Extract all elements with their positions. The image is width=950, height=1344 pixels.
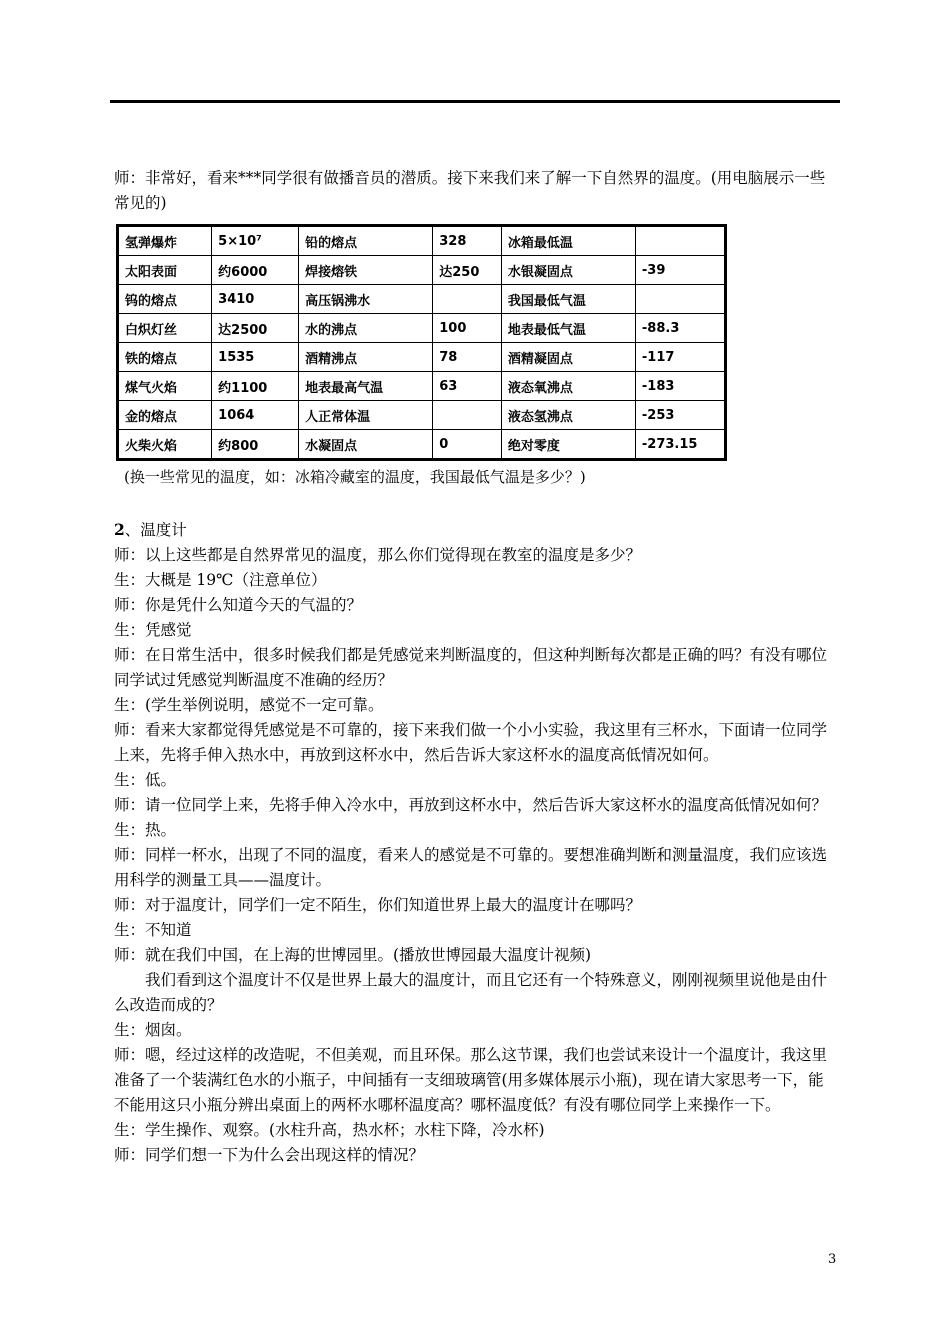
table-cell: 3410 <box>212 285 299 314</box>
table-cell: 5×10⁷ <box>212 226 299 256</box>
table-cell: 人正常体温 <box>299 401 433 430</box>
table-cell <box>635 226 725 256</box>
dialogue-line: 师：以上这些都是自然界常见的温度，那么你们觉得现在教室的温度是多少？ <box>114 546 642 564</box>
table-cell: -117 <box>635 343 725 372</box>
table-cell <box>433 401 502 430</box>
table-cell: -39 <box>635 256 725 285</box>
table-cell: 约6000 <box>212 256 299 285</box>
dialogue-line: 师：你是凭什么知道今天的气温的？ <box>114 596 363 614</box>
dialogue-line: 师：就在我们中国，在上海的世博园里。(播放世博园最大温度计视频) <box>114 946 592 964</box>
table-cell: -253 <box>635 401 725 430</box>
section-number: 2 <box>114 520 125 539</box>
dialogue-line: 师：请一位同学上来，先将手伸入冷水中，再放到这杯水中，然后告诉大家这杯水的温度高低情况如何？ <box>114 796 828 814</box>
table-cell: 328 <box>433 226 502 256</box>
temperature-table <box>116 224 727 461</box>
table-cell: 100 <box>433 314 502 343</box>
table-cell: 我国最低气温 <box>501 285 635 314</box>
dialogue-line: 师：同样一杯水，出现了不同的温度，看来人的感觉是不可靠的。要想准确判断和测量温度，我们应该选用科学的测量工具——温度计。 <box>114 846 828 889</box>
dialogue-line: 师：在日常生活中，很多时候我们都是凭感觉来判断温度的，但这种判断每次都是正确的吗？有没有哪位同学试过凭感觉判断温度不准确的经历？ <box>114 646 828 689</box>
table-cell: 酒精凝固点 <box>501 343 635 372</box>
table-cell: 太阳表面 <box>118 256 212 285</box>
table-cell: 0 <box>433 430 502 460</box>
table-cell: 63 <box>433 372 502 401</box>
dialogue-line: 师：对于温度计，同学们一定不陌生，你们知道世界上最大的温度计在哪吗？ <box>114 896 642 914</box>
dialogue-line: 生：凭感觉 <box>114 621 192 639</box>
table-cell: 火柴火焰 <box>118 430 212 460</box>
header-rule <box>110 100 840 103</box>
table-cell: 氢弹爆炸 <box>118 226 212 256</box>
table-cell: 酒精沸点 <box>299 343 433 372</box>
table-row <box>118 343 726 372</box>
table-cell: 地表最低气温 <box>501 314 635 343</box>
table-cell: 78 <box>433 343 502 372</box>
table-cell: 1064 <box>212 401 299 430</box>
section-title: 、温度计 <box>124 521 187 539</box>
table-cell: 焊接熔铁 <box>299 256 433 285</box>
table-cell: 液态氢沸点 <box>501 401 635 430</box>
table-cell: 约1100 <box>212 372 299 401</box>
dialogue-line: 生：学生操作、观察。(水柱升高，热水杯；水柱下降，冷水杯) <box>114 1121 545 1139</box>
dialogue-line: 生：大概是 19℃（注意单位） <box>114 571 327 589</box>
dialogue-line: 我们看到这个温度计不仅是世界上最大的温度计，而且它还有一个特殊意义，刚刚视频里说他是由什么改造而成的？ <box>114 971 828 1014</box>
table-cell: 约800 <box>212 430 299 460</box>
table-cell: 水凝固点 <box>299 430 433 460</box>
table-cell: 铁的熔点 <box>118 343 212 372</box>
table-cell: 钨的熔点 <box>118 285 212 314</box>
dialogue-line: 师：同学们想一下为什么会出现这样的情况？ <box>114 1146 425 1164</box>
table-cell: 水的沸点 <box>299 314 433 343</box>
table-row <box>118 314 726 343</box>
intro-paragraph: 师：非常好，看来***同学很有做播音员的潜质。接下来我们来了解一下自然界的温度。(用电脑展示一些常见的) <box>114 169 826 212</box>
lesson-body <box>114 517 839 1168</box>
dialogue-line: 生：(学生举例说明，感觉不一定可靠。 <box>114 696 384 714</box>
table-cell: 水银凝固点 <box>501 256 635 285</box>
table-cell: 高压锅沸水 <box>299 285 433 314</box>
table-cell: 达250 <box>433 256 502 285</box>
dialogue-line: 生：烟囱。 <box>114 1021 192 1039</box>
table-cell: 绝对零度 <box>501 430 635 460</box>
table-cell: 煤气火焰 <box>118 372 212 401</box>
table-cell: -88.3 <box>635 314 725 343</box>
table-row <box>118 256 726 285</box>
dialogue-line: 师：嗯，经过这样的改造呢，不但美观，而且环保。那么这节课，我们也尝试来设计一个温度计，我这里准备了一个装满红色水的小瓶子，中间插有一支细玻璃管(用多媒体展示小瓶)，现在请大家思考一下，能不能用这只小瓶分辨出桌面上的两杯水哪杯温度高？哪杯温度低？有没有哪位同学上来操作一下。 <box>114 1046 828 1114</box>
table-row <box>118 285 726 314</box>
table-cell: 1535 <box>212 343 299 372</box>
table-cell: -273.15 <box>635 430 725 460</box>
table-cell: 金的熔点 <box>118 401 212 430</box>
table-row <box>118 401 726 430</box>
table-cell: 白炽灯丝 <box>118 314 212 343</box>
table-cell: 铅的熔点 <box>299 226 433 256</box>
section-heading <box>114 517 839 543</box>
dialogue-line: 生：低。 <box>114 771 177 789</box>
table-row <box>118 430 726 460</box>
table-cell: 地表最高气温 <box>299 372 433 401</box>
table-note: (换一些常见的温度，如：冰箱冷藏室的温度，我国最低气温是多少？) <box>124 468 586 486</box>
page-number: 3 <box>828 1252 837 1267</box>
table-cell: 液态氧沸点 <box>501 372 635 401</box>
dialogue-line: 生：不知道 <box>114 921 192 939</box>
table-cell <box>433 285 502 314</box>
table-row <box>118 226 726 256</box>
table-row <box>118 372 726 401</box>
table-cell: 冰箱最低温 <box>501 226 635 256</box>
dialogue-line: 生：热。 <box>114 821 177 839</box>
table-cell: -183 <box>635 372 725 401</box>
table-cell: 达2500 <box>212 314 299 343</box>
dialogue-line: 师：看来大家都觉得凭感觉是不可靠的，接下来我们做一个小小实验，我这里有三杯水，下面请一位同学上来，先将手伸入热水中，再放到这杯水中，然后告诉大家这杯水的温度高低情况如何。 <box>114 721 828 764</box>
table-cell <box>635 285 725 314</box>
